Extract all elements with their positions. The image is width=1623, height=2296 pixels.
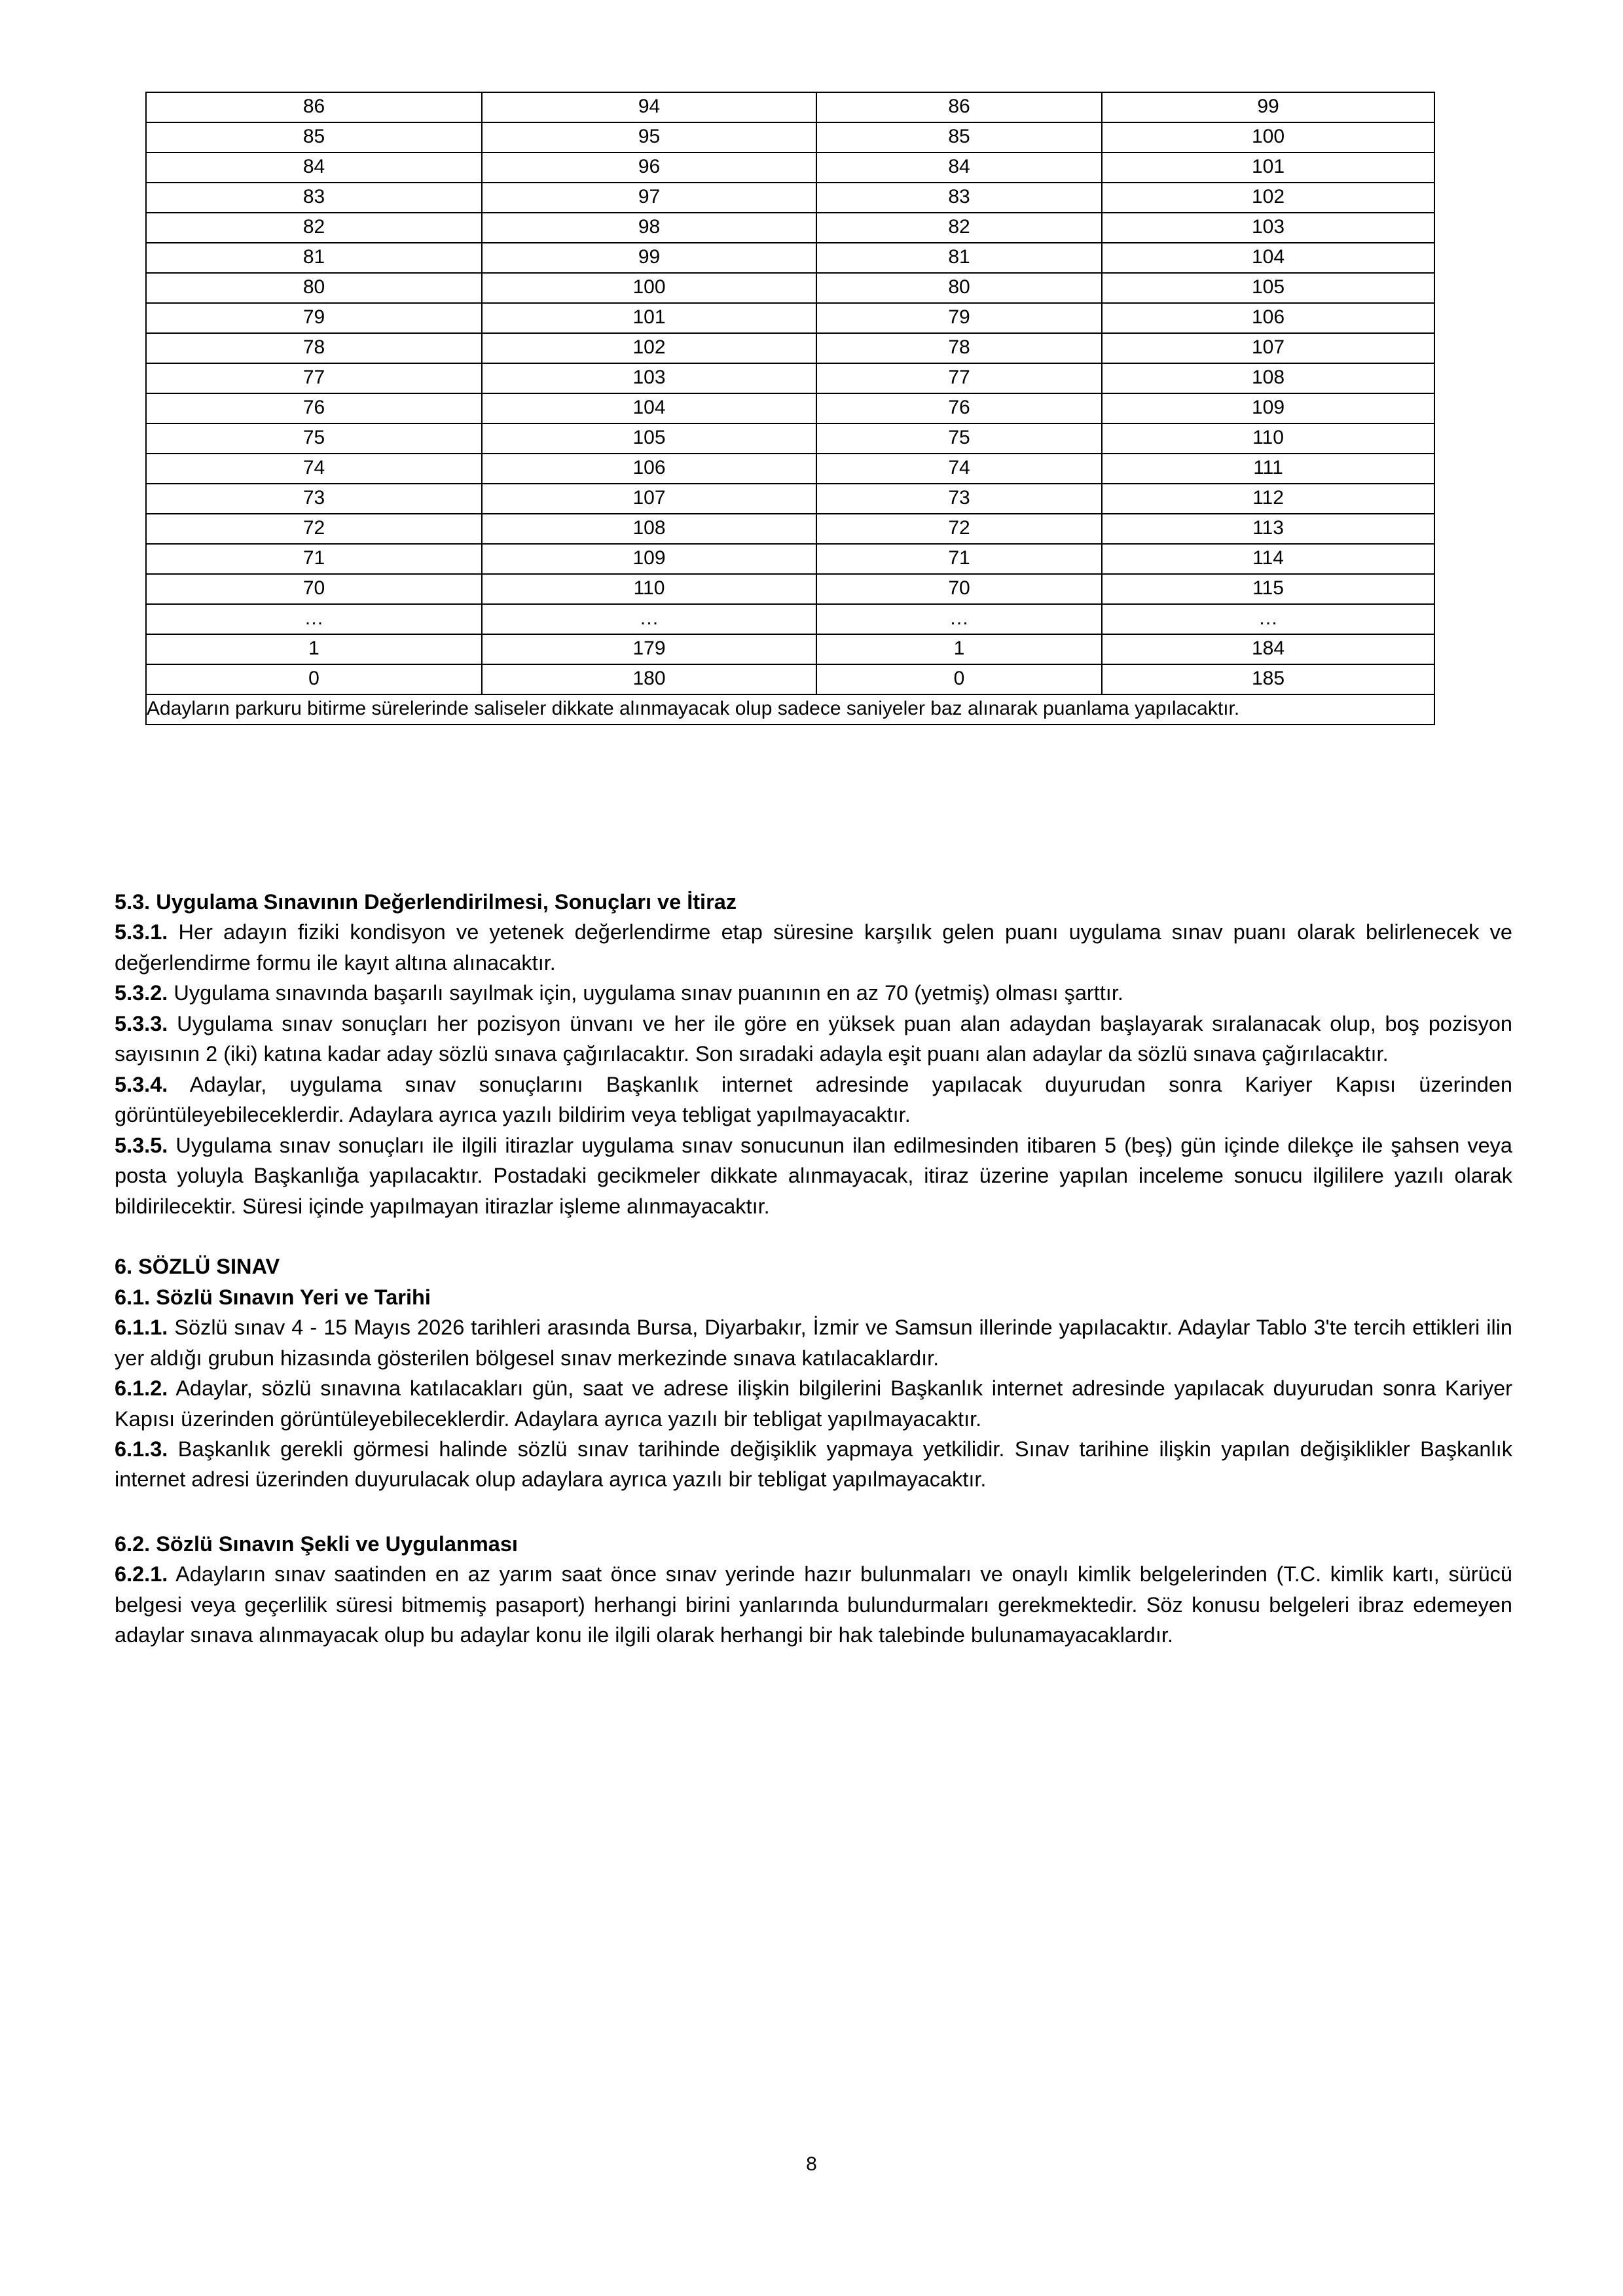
table-row (146, 122, 1434, 152)
table-row (146, 544, 1434, 574)
table-cell: 103 (1102, 213, 1434, 243)
clause-text-6-1-1: Sözlü sınav 4 - 15 Mayıs 2026 tarihleri arasında Bursa, Diyarbakır, İzmir ve Samsun illerinde yapılacaktır. Adaylar Tablo 3'te tercih ettikleri ilin yer aldığı grubun hizasında gösterilen bölgesel sınav merkezinde sınava katılacaklardır. (115, 1316, 1512, 1370)
table-cell: 0 (816, 664, 1102, 694)
table-row (146, 303, 1434, 333)
table-row (146, 92, 1434, 122)
table-note: Adayların parkuru bitirme sürelerinde saliseler dikkate alınmayacak olup sadece saniyeler baz alınarak puanlama yapılacaktır. (146, 694, 1434, 725)
table-body (146, 92, 1434, 725)
table-cell: 99 (1102, 92, 1434, 122)
clause-number-6-1-1: 6.1.1. (115, 1316, 168, 1340)
paragraph-6-1-3 (115, 1434, 1512, 1495)
puanlama-tablosu (145, 92, 1435, 725)
table-cell: 112 (1102, 484, 1434, 514)
heading-5-3: 5.3. Uygulama Sınavının Değerlendirilmesi, Sonuçları ve İtiraz (115, 890, 737, 914)
clause-number-6-2-1: 6.2.1. (115, 1562, 168, 1587)
table-cell: 75 (146, 423, 482, 454)
paragraph-5-3-1 (115, 917, 1512, 978)
clause-text-5-3-4: Adaylar, uygulama sınav sonuçlarını Başkanlık internet adresinde yapılacak duyurudan sonra Kariyer Kapısı üzerinden görüntüleyebileceklerdir. Adaylara ayrıca yazılı bildirim veya tebligat yapılmayacaktır. (115, 1072, 1512, 1127)
document-body (115, 887, 1512, 1651)
table-cell: 103 (482, 363, 816, 393)
table-note-row (146, 694, 1434, 725)
table-cell: 70 (146, 574, 482, 604)
clause-text-5-3-3: Uygulama sınav sonuçları her pozisyon ünvanı ve her ile göre en yüksek puan alan adaydan başlayarak sıralanacak olup, boş pozisyon sayısının 2 (iki) katına kadar aday sözlü sınava çağırılacaktır. Son sıradaki adayla eşit puanı alan adaylar da sözlü sınava çağırılacaktır. (115, 1011, 1512, 1066)
table-row (146, 243, 1434, 273)
table-cell: 98 (482, 213, 816, 243)
paragraph-6-1-2 (115, 1373, 1512, 1434)
clause-number-6-1-2: 6.1.2. (115, 1376, 168, 1401)
table-row (146, 664, 1434, 694)
table-row (146, 604, 1434, 634)
table-row (146, 423, 1434, 454)
heading-6-2: 6.2. Sözlü Sınavın Şekli ve Uygulanması (115, 1532, 518, 1556)
table-cell: 179 (482, 634, 816, 664)
table-cell: 94 (482, 92, 816, 122)
table-cell: 180 (482, 664, 816, 694)
table-cell: 101 (482, 303, 816, 333)
table-row (146, 273, 1434, 303)
table-cell: 105 (1102, 273, 1434, 303)
table-cell: 83 (816, 183, 1102, 213)
table-cell: 81 (146, 243, 482, 273)
table-cell: 79 (816, 303, 1102, 333)
table-cell: 110 (482, 574, 816, 604)
table-row (146, 183, 1434, 213)
table-cell: 107 (1102, 333, 1434, 363)
clause-number-5-3-4: 5.3.4. (115, 1072, 168, 1096)
clause-text-5-3-2: Uygulama sınavında başarılı sayılmak için, uygulama sınav puanının en az 70 (yetmiş) olması şarttır. (168, 981, 1123, 1005)
table-cell: 110 (1102, 423, 1434, 454)
table-cell: 1 (146, 634, 482, 664)
table-cell: 75 (816, 423, 1102, 454)
table-cell: 77 (816, 363, 1102, 393)
clause-text-6-1-2: Adaylar, sözlü sınavına katılacakları gün, saat ve adrese ilişkin bilgilerini Başkanlık internet adresinde yapılacak duyurudan sonra Kariyer Kapısı üzerinden görüntüleyebileceklerdir. Adaylara ayrıca yazılı bir tebligat yapılmayacaktır. (115, 1376, 1512, 1431)
table-cell: 108 (482, 514, 816, 544)
table-cell: 79 (146, 303, 482, 333)
table-cell: 102 (1102, 183, 1434, 213)
clause-text-5-3-1: Her adayın fiziki kondisyon ve yetenek değerlendirme etap süresine karşılık gelen puanı uygulama sınav puanı olarak belirlenecek ve değerlendirme formu ile kayıt altına alınacaktır. (115, 920, 1512, 975)
table-cell: 96 (482, 152, 816, 183)
table-cell: 101 (1102, 152, 1434, 183)
table-cell: 82 (816, 213, 1102, 243)
table-cell: 114 (1102, 544, 1434, 574)
paragraph-5-3-4 (115, 1069, 1512, 1130)
table-cell: 85 (146, 122, 482, 152)
table-row (146, 363, 1434, 393)
table-cell: 85 (816, 122, 1102, 152)
table-cell: 78 (146, 333, 482, 363)
table-cell: 113 (1102, 514, 1434, 544)
table-cell: 86 (816, 92, 1102, 122)
clause-text-5-3-5: Uygulama sınav sonuçları ile ilgili itirazlar uygulama sınav sonucunun ilan edilmesinden itibaren 5 (beş) gün içinde dilekçe ile şahsen veya posta yoluyla Başkanlığa yapılacaktır. Postadaki gecikmeler dikkate alınmayacak, itiraz üzerine yapılan inceleme sonucu ilgililere yazılı olarak bildirilecektir. Süresi içinde yapılmayan itirazlar işleme alınmayacaktır. (115, 1133, 1512, 1218)
table-cell: 71 (146, 544, 482, 574)
table-cell: 106 (1102, 303, 1434, 333)
table-cell: 74 (146, 454, 482, 484)
paragraph-5-3-2 (115, 978, 1512, 1008)
table-row (146, 213, 1434, 243)
table-cell: 77 (146, 363, 482, 393)
paragraph-5-3-5 (115, 1130, 1512, 1221)
table-cell: 81 (816, 243, 1102, 273)
score-table-container (145, 92, 1434, 725)
table-cell: 95 (482, 122, 816, 152)
table-cell: 83 (146, 183, 482, 213)
table-cell: 73 (146, 484, 482, 514)
clause-number-5-3-3: 5.3.3. (115, 1011, 168, 1035)
table-row (146, 634, 1434, 664)
table-row (146, 393, 1434, 423)
page-number: 8 (806, 2153, 817, 2175)
table-cell: 106 (482, 454, 816, 484)
paragraph-6-1-1 (115, 1312, 1512, 1373)
table-row (146, 152, 1434, 183)
table-cell: 72 (146, 514, 482, 544)
clause-text-6-2-1: Adayların sınav saatinden en az yarım saat önce sınav yerinde hazır bulunmaları ve onaylı kimlik belgelerinden (T.C. kimlik kartı, sürücü belgesi veya geçerlilik süresi bitmemiş pasaport) herhangi birini yanlarında bulundurmaları gerekmektedir. Söz konusu belgeleri ibraz edemeyen adaylar sınava alınmayacak olup bu adaylar konu ile ilgili olarak herhangi bir hak talebinde bulunamayacaklardır. (115, 1562, 1512, 1647)
table-cell: 105 (482, 423, 816, 454)
heading-6: 6. SÖZLÜ SINAV (115, 1255, 280, 1279)
spacer (115, 1495, 1512, 1529)
table-cell: 108 (1102, 363, 1434, 393)
table-cell: 184 (1102, 634, 1434, 664)
table-row (146, 333, 1434, 363)
spacer (115, 1221, 1512, 1251)
table-cell: 100 (1102, 122, 1434, 152)
table-cell: 104 (482, 393, 816, 423)
table-cell: 76 (146, 393, 482, 423)
table-cell: 82 (146, 213, 482, 243)
table-cell: 86 (146, 92, 482, 122)
table-cell: 78 (816, 333, 1102, 363)
table-cell: 111 (1102, 454, 1434, 484)
table-cell: 84 (816, 152, 1102, 183)
table-cell: … (816, 604, 1102, 634)
table-cell: 102 (482, 333, 816, 363)
table-cell: … (146, 604, 482, 634)
table-cell: … (482, 604, 816, 634)
table-cell: 70 (816, 574, 1102, 604)
clause-number-5-3-5: 5.3.5. (115, 1133, 168, 1157)
table-cell: 71 (816, 544, 1102, 574)
table-row (146, 484, 1434, 514)
table-cell: 1 (816, 634, 1102, 664)
table-cell: 115 (1102, 574, 1434, 604)
table-cell: 99 (482, 243, 816, 273)
table-cell: 80 (146, 273, 482, 303)
table-cell: 84 (146, 152, 482, 183)
table-cell: 185 (1102, 664, 1434, 694)
table-cell: 109 (1102, 393, 1434, 423)
table-row (146, 574, 1434, 604)
clause-number-5-3-2: 5.3.2. (115, 981, 168, 1005)
table-cell: 80 (816, 273, 1102, 303)
table-cell: 72 (816, 514, 1102, 544)
table-cell: 73 (816, 484, 1102, 514)
table-cell: 104 (1102, 243, 1434, 273)
paragraph-5-3-3 (115, 1009, 1512, 1069)
table-row (146, 514, 1434, 544)
clause-text-6-1-3: Başkanlık gerekli görmesi halinde sözlü sınav tarihinde değişiklik yapmaya yetkilidir. Sınav tarihine ilişkin yapılan değişiklikler Başkanlık internet adresi üzerinden duyurulacak olup adaylara ayrıca yazılı bir tebligat yapılmayacaktır. (115, 1437, 1512, 1492)
clause-number-6-1-3: 6.1.3. (115, 1437, 168, 1461)
table-cell: … (1102, 604, 1434, 634)
table-cell: 74 (816, 454, 1102, 484)
table-cell: 97 (482, 183, 816, 213)
table-row (146, 454, 1434, 484)
table-cell: 109 (482, 544, 816, 574)
clause-number-5-3-1: 5.3.1. (115, 920, 168, 944)
table-cell: 100 (482, 273, 816, 303)
table-cell: 107 (482, 484, 816, 514)
table-cell: 0 (146, 664, 482, 694)
heading-6-1: 6.1. Sözlü Sınavın Yeri ve Tarihi (115, 1285, 431, 1309)
paragraph-6-2-1 (115, 1559, 1512, 1650)
table-cell: 76 (816, 393, 1102, 423)
